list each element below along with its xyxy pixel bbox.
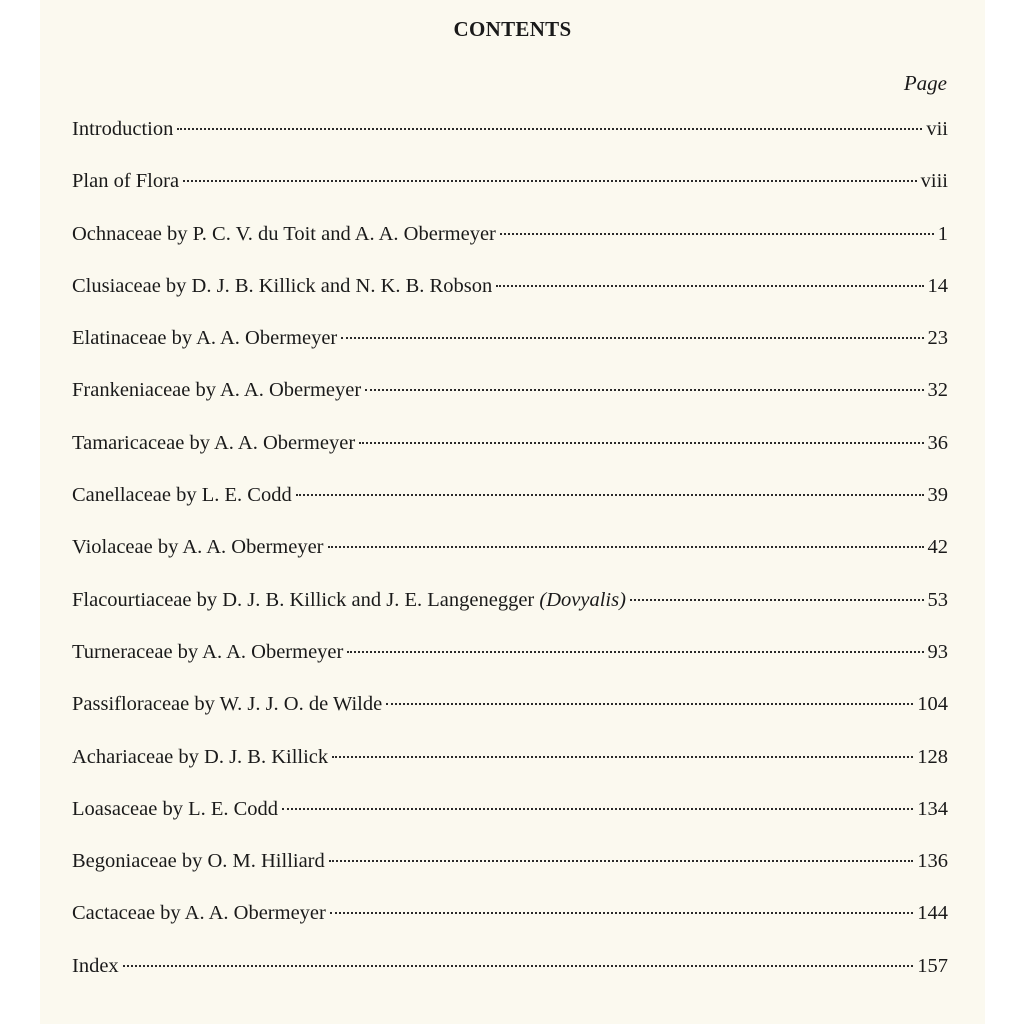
toc-entry-page-number: 93: [927, 640, 948, 663]
toc-entry-title-text: Elatinaceae by A. A. Obermeyer: [72, 327, 338, 350]
toc-entry-title-text: Tamaricaceae by A. A. Obermeyer: [72, 431, 356, 454]
toc-entry-page-number: 32: [927, 379, 948, 402]
toc-entry-title: [72, 379, 361, 402]
toc-entry-title-text: Violaceae by A. A. Obermeyer: [72, 536, 324, 559]
toc-entry-title-text: Begoniaceae by O. M. Hilliard: [72, 850, 325, 873]
toc-entry-title: [72, 170, 179, 193]
toc-entry: [72, 379, 948, 431]
toc-entry-page-number: 42: [927, 536, 948, 559]
toc-entry-page-number: 53: [927, 588, 948, 611]
toc-entry-title: [72, 275, 492, 298]
toc-entry-title: [72, 902, 326, 925]
contents-heading: CONTENTS: [453, 17, 572, 41]
toc-entry-title: [72, 693, 382, 716]
dot-leader: [386, 703, 913, 705]
toc-entry: [72, 223, 948, 275]
toc-entry-title: [72, 746, 328, 769]
dot-leader: [500, 233, 934, 235]
toc-entry: [72, 850, 948, 902]
toc-entry: [72, 746, 948, 798]
page-column-label: Page: [903, 71, 947, 95]
toc-entry-title-text: Achariaceae by D. J. B. Killick: [72, 745, 329, 768]
toc-entry: [72, 641, 948, 693]
toc-entry-title-text: Introduction: [72, 118, 174, 140]
toc-entry: [72, 589, 948, 641]
toc-entry: [72, 536, 948, 588]
toc-entry-page-number: 128: [917, 745, 948, 768]
toc-entry: [72, 432, 948, 484]
dot-leader: [296, 494, 924, 496]
toc-entry-title-text: Ochnaceae by P. C. V. du Toit and A. A. Obermeyer: [72, 222, 496, 245]
toc-entry: [72, 484, 948, 536]
toc-entry-title-text: Passifloraceae by W. J. J. O. de Wilde: [72, 693, 383, 716]
toc-entry: [72, 955, 948, 1007]
toc-entry-title: [72, 589, 626, 612]
toc-entry-title: [72, 798, 278, 821]
dot-leader: [177, 128, 922, 130]
toc-entry-title: [72, 641, 343, 664]
dot-leader: [332, 756, 913, 758]
dot-leader: [347, 651, 923, 653]
dot-leader: [630, 599, 924, 601]
toc-entry-page-number: 157: [917, 954, 948, 977]
toc-entry-title: [72, 223, 496, 246]
toc-entry-title-text: Index: [72, 954, 119, 977]
toc-entry-page-number: 36: [927, 431, 948, 454]
toc-entry-title: [72, 484, 292, 507]
toc-entry: [72, 170, 948, 222]
toc-entry: [72, 798, 948, 850]
dot-leader: [496, 285, 923, 287]
toc-entry: [72, 275, 948, 327]
dot-leader: [359, 442, 923, 444]
dot-leader: [330, 912, 913, 914]
dot-leader: [282, 808, 913, 810]
dot-leader: [341, 337, 923, 339]
toc-entry-title-text: Plan of Flora: [72, 170, 180, 193]
toc-entry-title: [72, 327, 337, 350]
dot-leader: [329, 860, 913, 862]
toc-entry: [72, 118, 948, 170]
toc-entry: [72, 693, 948, 745]
dot-leader: [123, 965, 914, 967]
dot-leader: [328, 546, 924, 548]
toc-entry-title-text: Flacourtiaceae by D. J. B. Killick and J. E. Langenegger: [72, 588, 535, 611]
toc-entry-title-text: Clusiaceae by D. J. B. Killick and N. K. B. Robson: [72, 274, 493, 297]
toc-entry-page-number: 134: [917, 797, 948, 820]
toc-entry: [72, 902, 948, 954]
toc-entry-page-number: viii: [920, 170, 948, 193]
toc-entry-page-number: 144: [917, 902, 948, 925]
toc-entry-page-number: 136: [917, 850, 948, 873]
document-page: [40, 0, 985, 1024]
toc-entry-title: [72, 536, 324, 559]
toc-entry-title-text: Cactaceae by A. A. Obermeyer: [72, 902, 326, 925]
toc-entry-title-text: Turneraceae by A. A. Obermeyer: [72, 640, 344, 663]
table-of-contents: [72, 118, 948, 1007]
toc-entry-title: [72, 850, 325, 873]
toc-entry-page-number: 14: [927, 274, 948, 297]
toc-entry: [72, 327, 948, 379]
toc-entry-title-italic: (Dovyalis): [539, 588, 626, 611]
toc-entry-page-number: 1: [937, 222, 948, 245]
dot-leader: [365, 389, 923, 391]
toc-entry-page-number: vii: [926, 118, 948, 140]
toc-entry-page-number: 104: [917, 693, 948, 716]
toc-entry-page-number: 23: [927, 327, 948, 350]
dot-leader: [183, 180, 917, 182]
toc-entry-title: [72, 432, 355, 455]
toc-entry-title-text: Frankeniaceae by A. A. Obermeyer: [72, 379, 362, 402]
toc-entry-title-text: Canellaceae by L. E. Codd: [72, 484, 292, 507]
toc-entry-title: [72, 955, 119, 978]
toc-entry-page-number: 39: [927, 484, 948, 507]
toc-entry-title: [72, 118, 173, 141]
toc-entry-title-text: Loasaceae by L. E. Codd: [72, 797, 279, 820]
